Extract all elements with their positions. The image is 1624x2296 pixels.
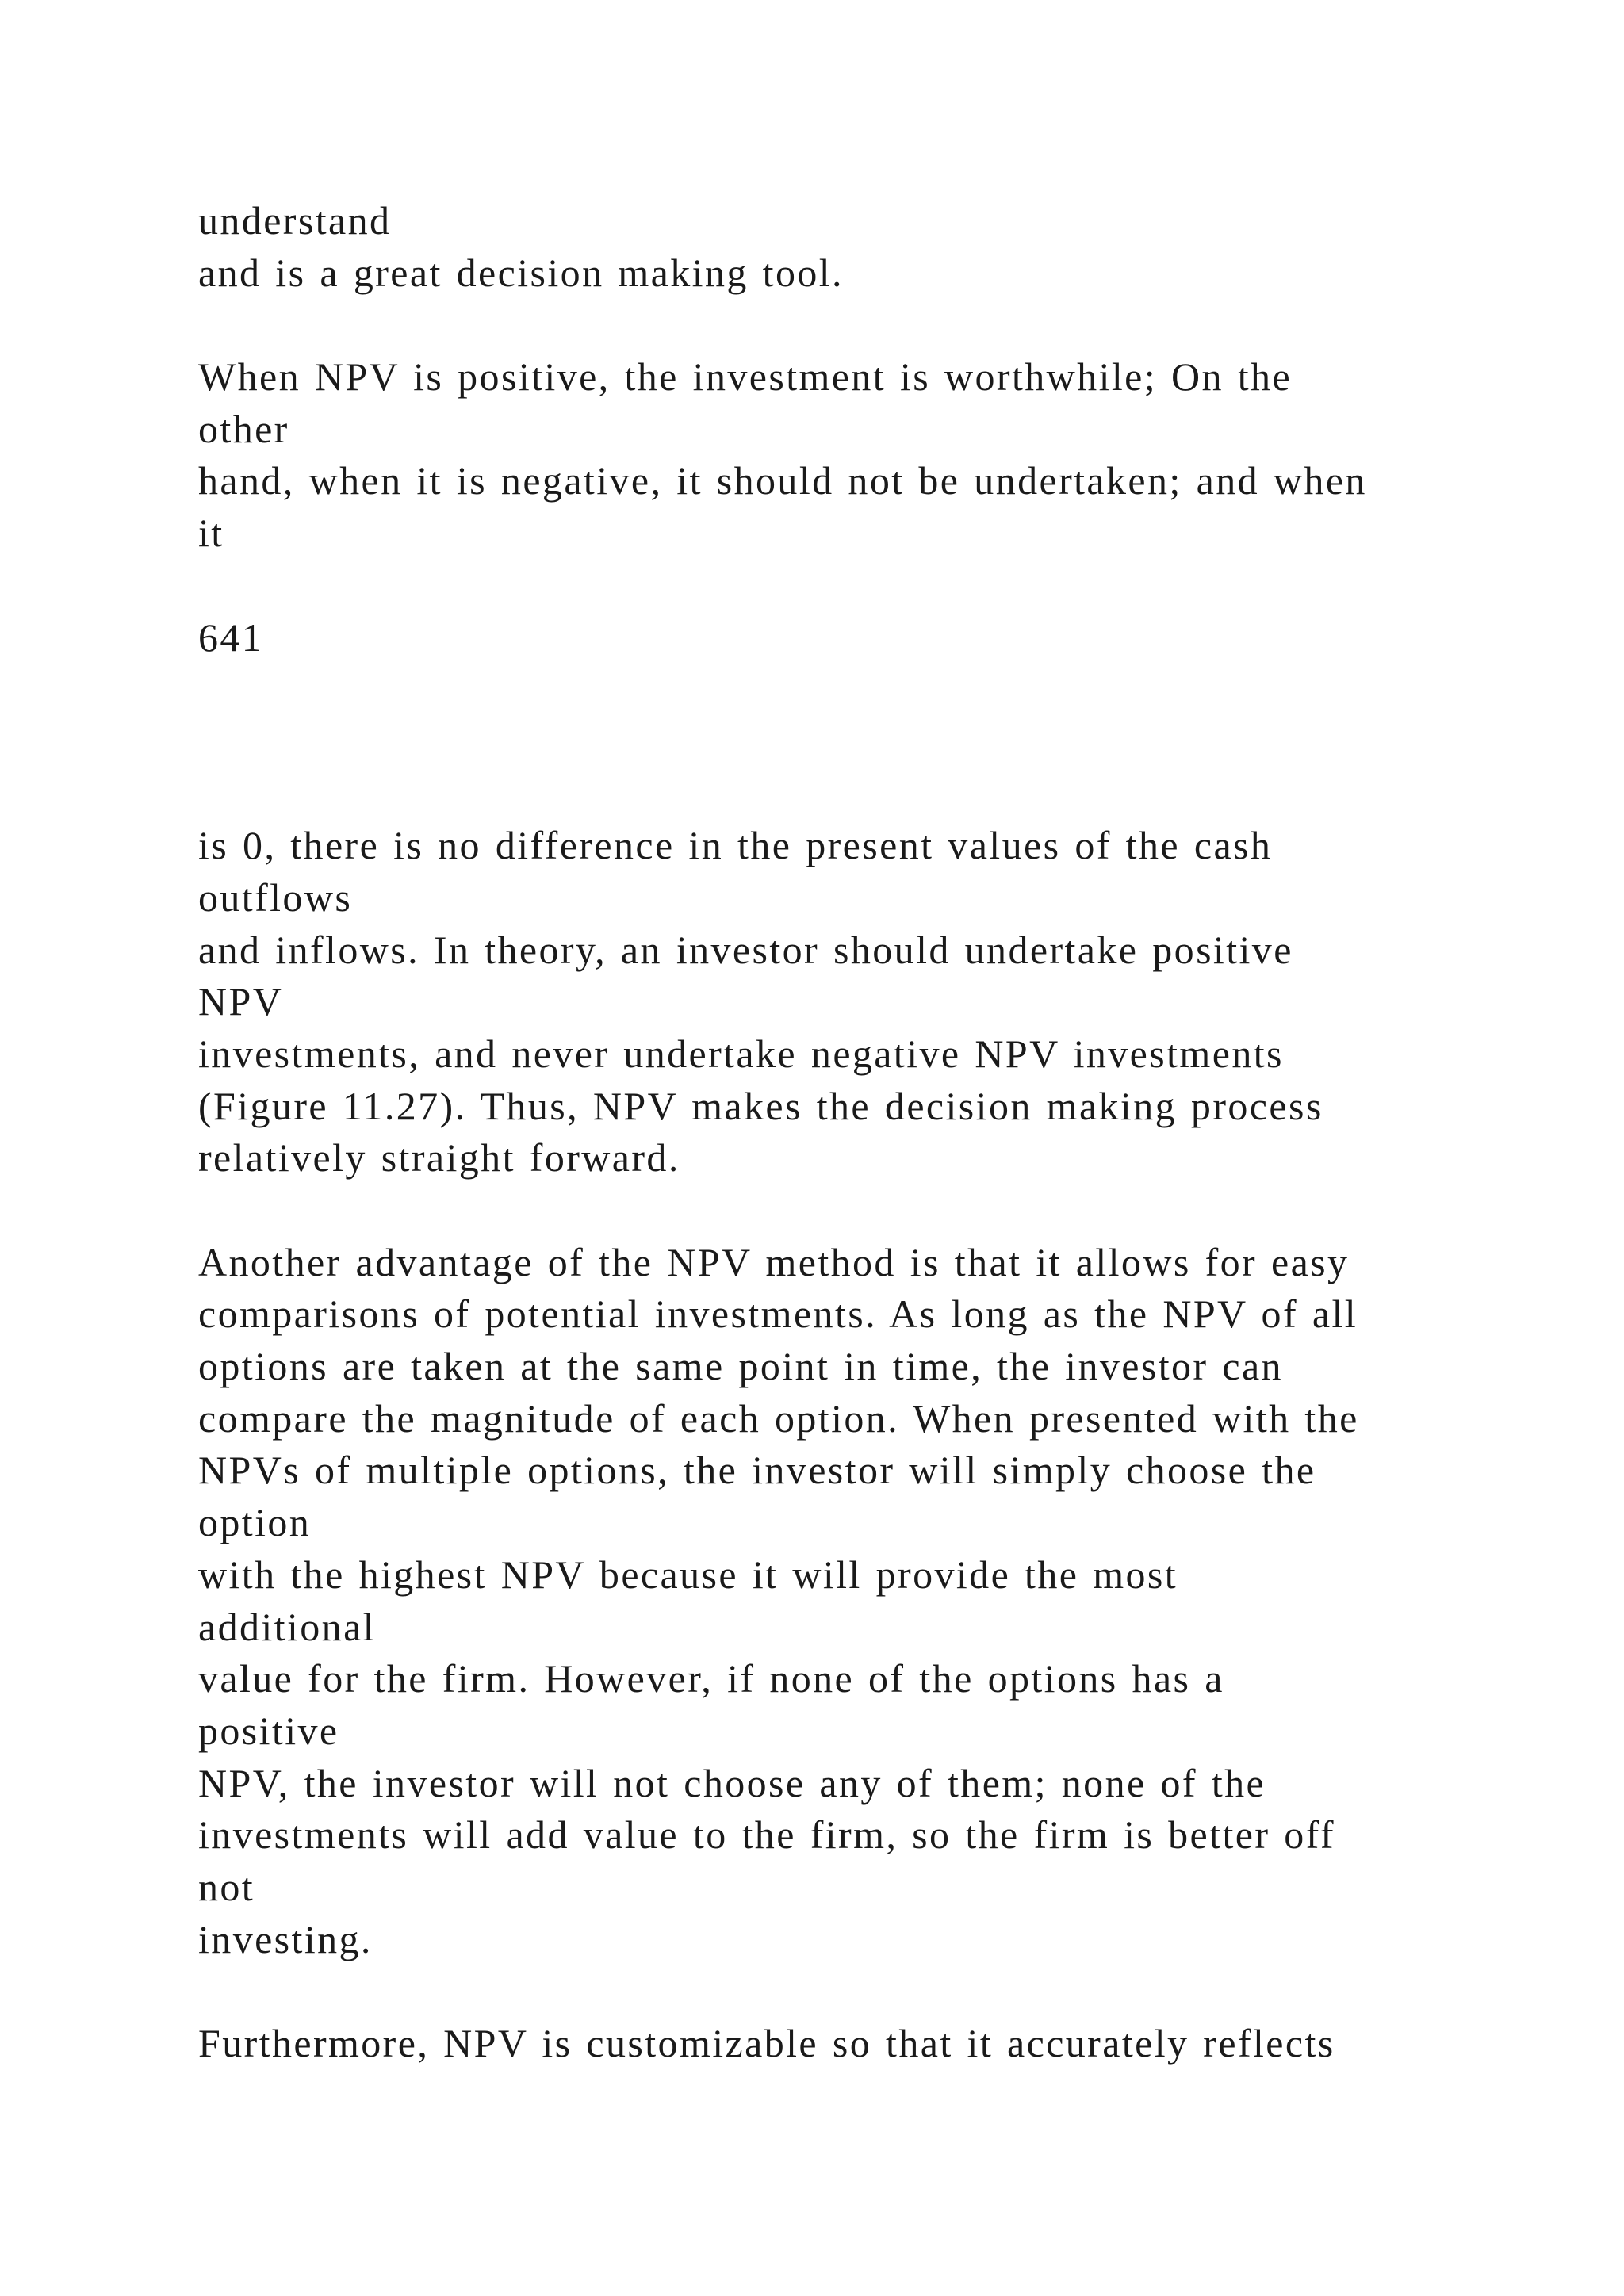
text-line: investing. [198,1916,373,1961]
text-line: and inflows. In theory, an investor should undertake positive [198,927,1293,972]
page-number: 641 [198,614,264,660]
paragraph-intro [198,195,1507,299]
text-line: NPVs of multiple options, the investor will simply choose the [198,1448,1316,1493]
text-line: Furthermore, NPV is customizable so that it accurately reflects [198,2021,1335,2065]
text-line: NPV, the investor will not choose any of them; none of the [198,1760,1266,1805]
text-line: not [198,1864,255,1909]
text-line: When NPV is positive, the investment is worthwhile; On the [198,354,1293,400]
text-line: understand [198,198,392,243]
text-line: value for the firm. However, if none of the options has a [198,1656,1224,1701]
text-line: comparisons of potential investments. As long as the NPV of all [198,1292,1358,1337]
blank-line [198,1184,1507,1237]
text-line: options are taken at the same point in time, the investor can [198,1344,1283,1389]
paragraph-customizable [198,2018,1507,2070]
text-line: Another advantage of the NPV method is that it allows for easy [198,1239,1350,1284]
blank-line [198,560,1507,612]
document-text [198,195,1507,2070]
paragraph-npv-positive [198,351,1507,560]
text-line: relatively straight forward. [198,1135,680,1181]
text-line: with the highest NPV because it will provide the most [198,1552,1178,1597]
text-line: option [198,1500,312,1545]
text-line: investments, and never undertake negative NPV investments [198,1031,1284,1076]
text-line: outflows [198,874,353,920]
text-line: additional [198,1604,376,1649]
paragraph-npv-zero [198,820,1507,1184]
text-line: it [198,511,224,556]
text-line: investments will add value to the firm, so the firm is better off [198,1812,1335,1858]
paragraph-comparisons [198,1237,1507,1966]
text-line: positive [198,1708,339,1753]
text-line: (Figure 11.27). Thus, NPV makes the decision making process [198,1083,1323,1128]
text-line: is 0, there is no difference in the present values of the cash [198,823,1273,868]
blank-line [198,299,1507,351]
text-line: and is a great decision making tool. [198,250,844,295]
text-line: hand, when it is negative, it should not be undertaken; and when [198,458,1367,503]
blank-line [198,1965,1507,2018]
page-break-gap [198,664,1507,820]
text-line: NPV [198,979,284,1024]
text-line: other [198,406,289,451]
text-line: compare the magnitude of each option. When presented with the [198,1395,1359,1441]
